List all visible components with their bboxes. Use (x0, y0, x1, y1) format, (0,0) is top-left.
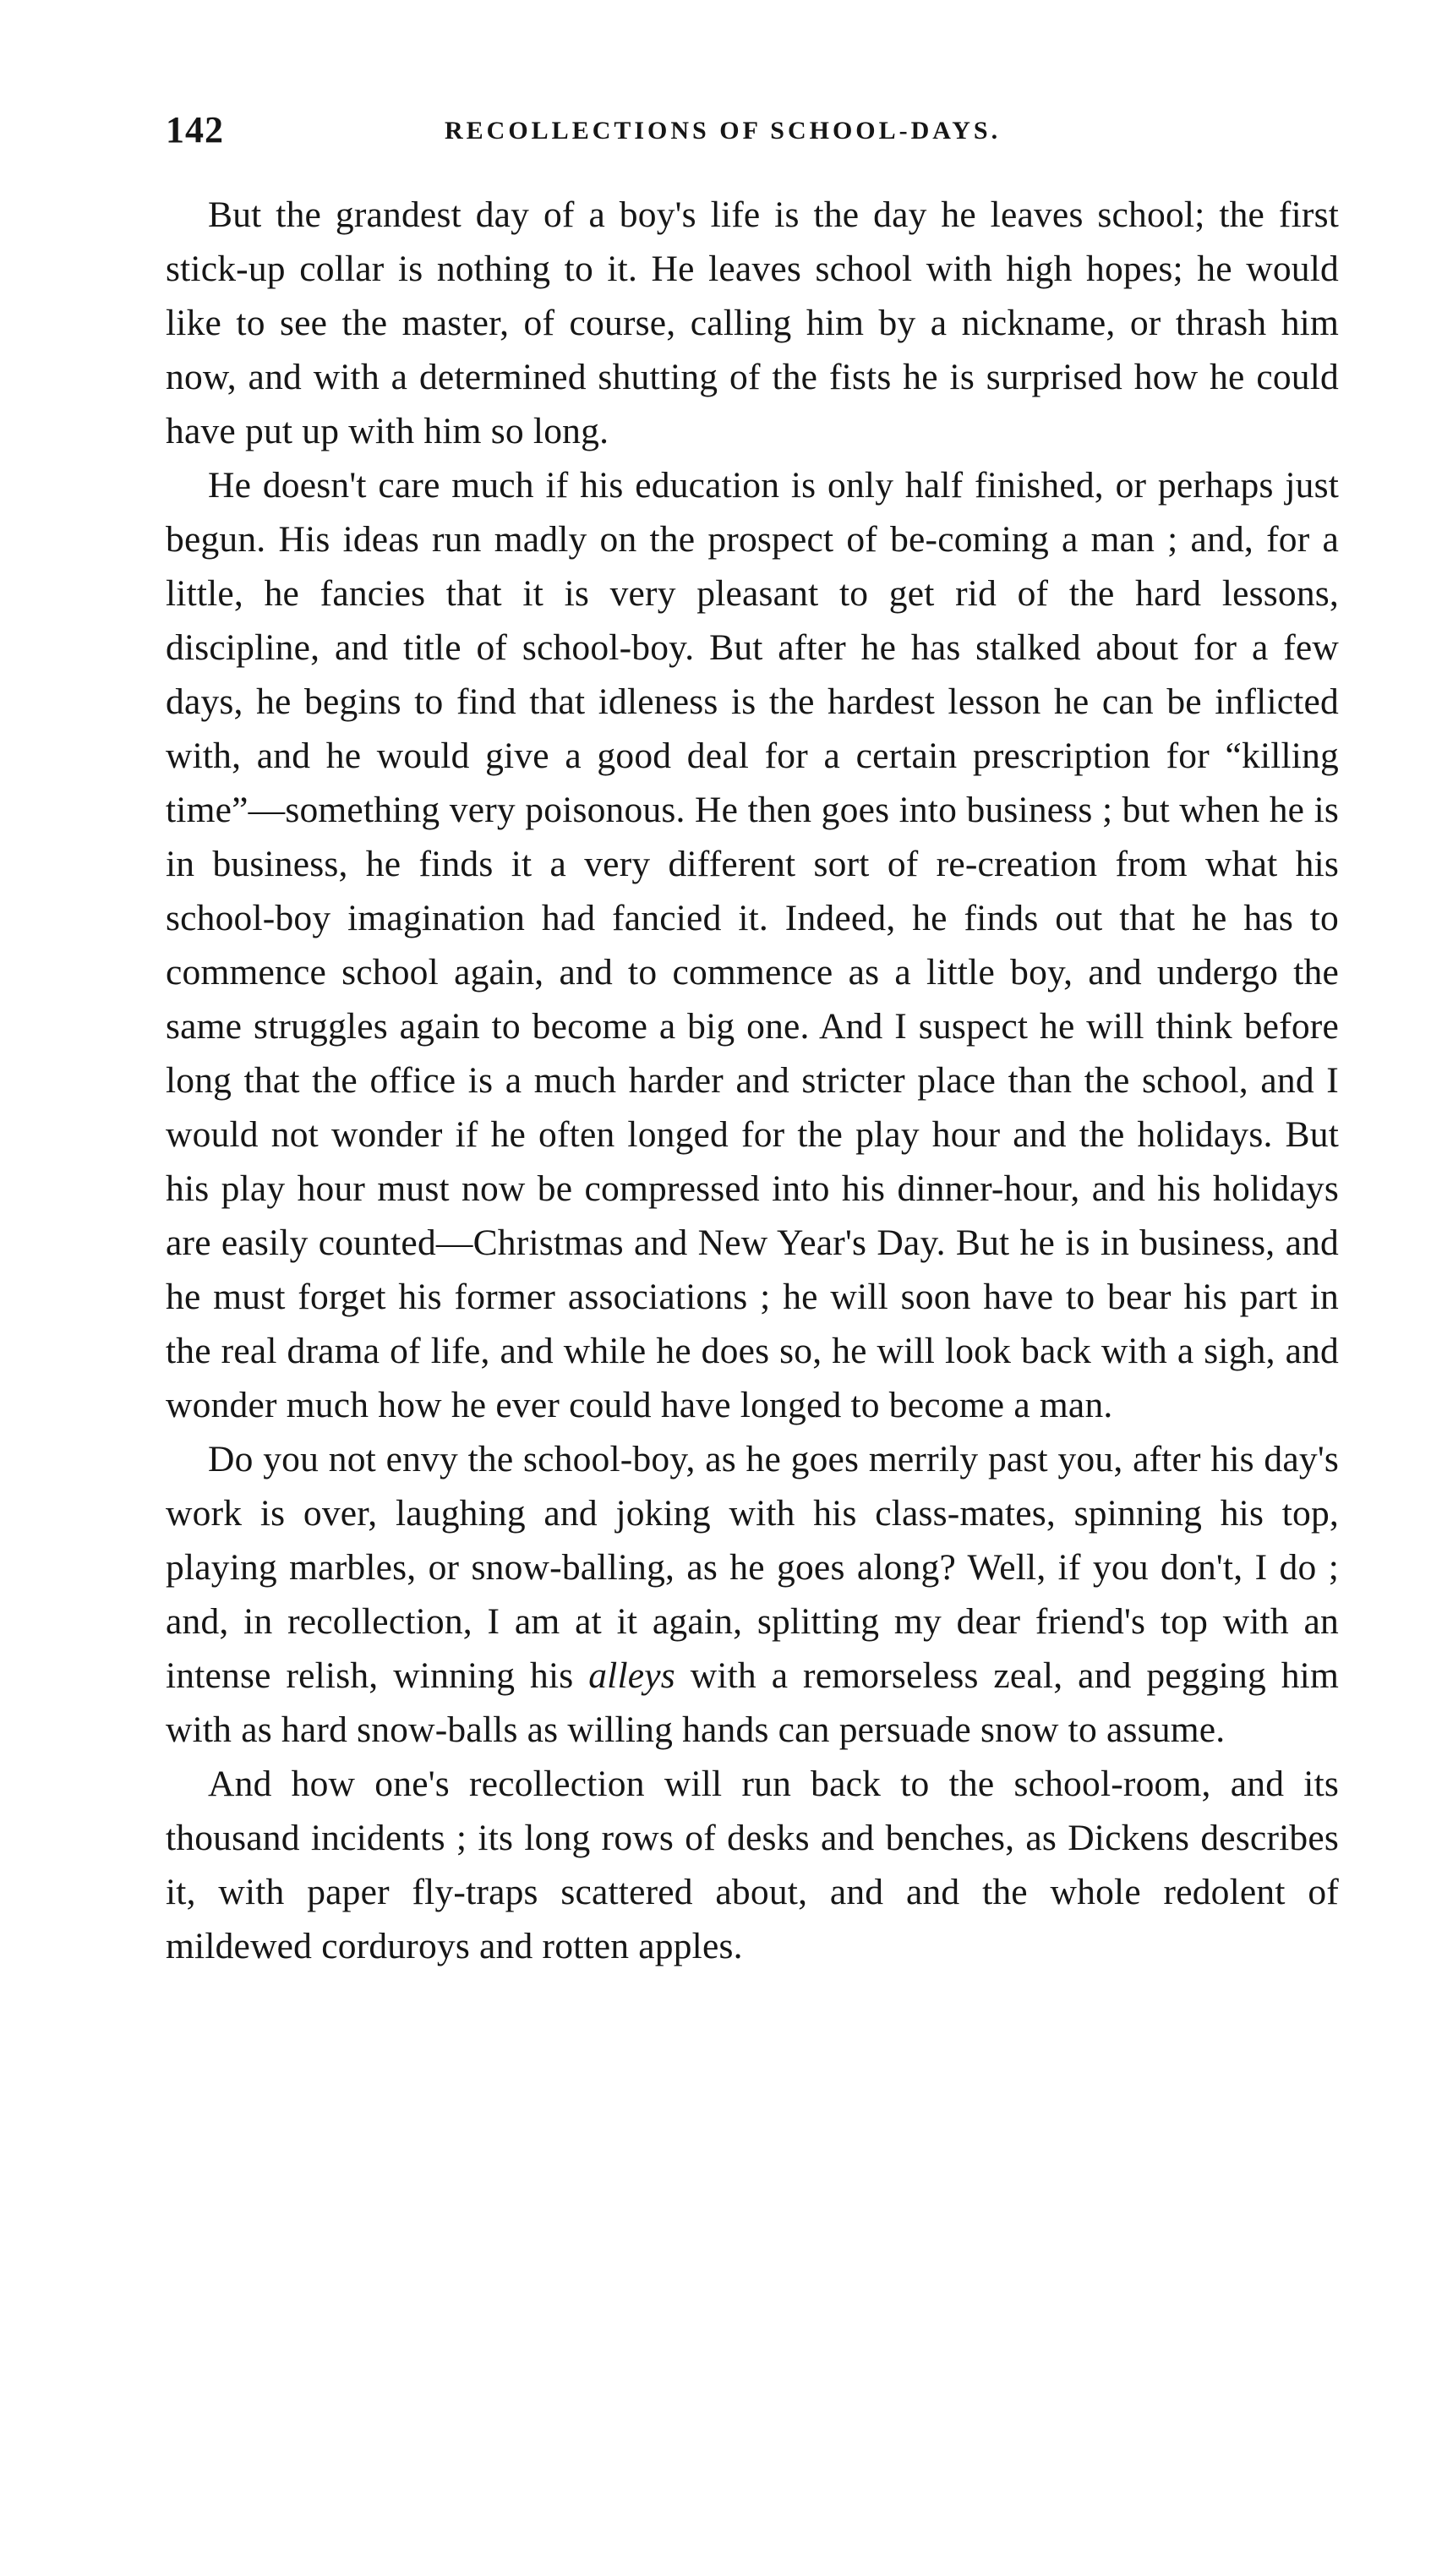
paragraph-3-text-before: Do you not envy the school-boy, as he goes merrily past you, after his day's work is over, laughing and joking with his class-mates, spinning his top, playing marbles, or snow-balling, as he goes along? Well, if you don't, I do ; and, in recollection, I am at it again, splitting my dear friend's top with an intense relish, winning his (166, 1439, 1339, 1696)
running-head: RECOLLECTIONS OF SCHOOL-DAYS. (445, 117, 1002, 145)
body-text (166, 188, 1339, 1973)
paragraph-1: But the grandest day of a boy's life is the day he leaves school; the first stick-up collar is nothing to it. He leaves school with high hopes; he would like to see the master, of course, calling him by a nickname, or thrash him now, and with a determined shutting of the fists he is surprised how he could have put up with him so long. (166, 194, 1339, 451)
paragraph-3 (166, 1432, 1339, 1757)
paragraph-3-text-after: with a remorseless zeal, and pegging him with as hard snow-balls as willing hands can persuade snow to assume. (166, 1655, 1340, 1750)
paragraph-2: He doesn't care much if his education is only half finished, or perhaps just begun. His ideas run madly on the prospect of be-coming a man ; and, for a little, he fancies that it is very pleasant to get rid of the hard lessons, discipline, and title of school-boy. But after he has stalked about for a few days, he begins to find that idleness is the hardest lesson he can be inflicted with, and he would give a good deal for a certain prescription for “killing time”—something very poisonous. He then goes into business ; but when he is in business, he finds it a very different sort of re-creation from what his school-boy imagination had fancied it. Indeed, he finds out that he has to commence school again, and to commence as a little boy, and undergo the same struggles again to become a big one. And I suspect he will think before long that the office is a much harder and stricter place than the school, and I would not wonder if he often longed for the play hour and the holidays. But his play hour must now be compressed into his dinner-hour, and his holidays are easily counted—Christmas and New Year's Day. But he is in business, and he must forget his former associations ; he will soon have to bear his part in the real drama of life, and while he does so, he will look back with a sigh, and wonder much how he ever could have longed to become a man. (166, 465, 1339, 1425)
page-number: 142 (166, 109, 224, 150)
paragraph-4: And how one's recollection will run back to the school-room, and its thousand incidents ; its long rows of desks and benches, as Dickens describes it, with paper fly-traps scattered about, and and the whole redolent of mildewed corduroys and rotten apples. (166, 1764, 1339, 1966)
italic-word-alleys: alleys (588, 1655, 675, 1696)
page-header (166, 108, 1349, 159)
